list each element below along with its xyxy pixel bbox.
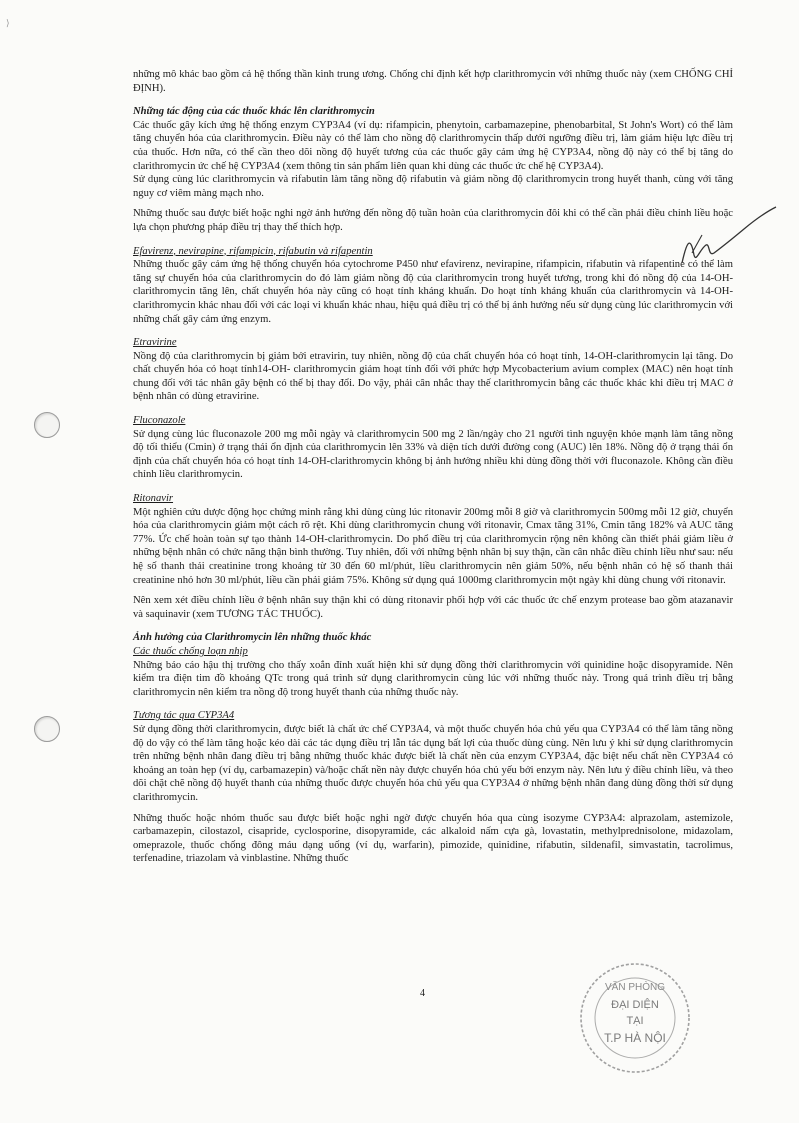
stamp-line: TẠI	[626, 1015, 644, 1027]
paragraph: Một nghiên cứu dược động học chứng minh rằng khi dùng cùng lúc ritonavir 200mg mỗi 8 giờ và clarithromycin 500mg mỗi 12 giờ, chuyển hóa của clarithromycin giảm một cách rõ rệt. Khi dùng clarithromycin chung với ritonavir, Cmax tăng 31%, Cmin tăng 182% và AUC tăng 77%. Ức chế hoàn toàn sự tạo thành 14-OH-clarithromycin. Do phổ điều trị của clarithromycin rộng nên không cần thiết phải giảm liều ở những bệnh nhân có chức năng thận bình thường. Tuy nhiên, đối với những bệnh nhân bị suy thận, cần cân nhắc điều chỉnh liều như sau: nếu hệ số thanh thải creatinine trong khoảng từ 30 đến 60 ml/phút, liều clarithromycin nên giảm 50%, nếu bệnh nhân có hệ số thanh thải creatinine nhỏ hơn 30 ml/phút, liều cần phải giảm 75%. Không sử dụng quá 1000mg clarithromycin một ngày khi dùng chung với ritonavir.	[133, 506, 733, 586]
paragraph: Sử dụng đồng thời clarithromycin, được biết là chất ức chế CYP3A4, và một thuốc chuyển hóa chủ yếu qua CYP3A4 có thể làm tăng nồng độ do vậy có thể làm tăng hoặc kéo dài các tác dụng điều trị lẫn tác dụng bất lợi của thuốc dùng cùng. Nên lưu ý khi sử dụng clarithromycin trên những bệnh nhân đang điều trị bằng những thuốc khác được biết là chất nền của enzym CYP3A4, đặc biệt nếu chất nền CYP3A4 có khoảng an toàn hẹp (ví dụ, carbamazepin) và/hoặc chất nền này được chuyển hóa chủ yếu bởi enzym này. Nên lưu ý điều chỉnh liều, và theo dõi chặt chẽ nồng độ huyết thanh của những thuốc được chuyển hóa chủ yếu qua CYP3A4 ở những bệnh nhân đang dùng đồng thời sử dụng clarithromycin.	[133, 723, 733, 803]
paragraph: Sử dụng cùng lúc clarithromycin và rifabutin làm tăng nồng độ rifabutin và giảm nồng độ clarithromycin trong huyết thanh, cùng với tăng nguy cơ viêm màng mạch nho.	[133, 174, 733, 199]
document-body	[133, 68, 733, 866]
paragraph: Những báo cáo hậu thị trường cho thấy xoắn đỉnh xuất hiện khi sử dụng đồng thời clarithromycin với quinidine hoặc disopyramide. Nên kiểm tra điện tim đồ khoảng QTc trong quá trình sử dụng clarithromycin cùng lúc với những thuốc này. Trong quá trình điều trị bằng clarithromycin nên kiểm tra nồng độ trong huyết thanh của những thuốc này.	[133, 659, 733, 698]
section-heading: Ảnh hưởng của Clarithromycin lên những thuốc khác	[133, 632, 372, 644]
section-heading: Etravirine	[133, 337, 177, 349]
paragraph: Những thuốc hoặc nhóm thuốc sau được biết hoặc nghi ngờ được chuyển hóa qua cùng isozyme CYP3A4: alprazolam, astemizole, carbamazepin, cilostazol, cisapride, cyclosporine, disopyramide, các alkaloid nấm cựa gà, lovastatin, methylprednisolone, midazolam, omeprazole, thuốc chống đông máu dạng uống (ví dụ, warfarin), pimozide, quinidine, rifabutin, sildenafil, simvastatin, tacrolimus, terfenadine, triazolam và vinblastine. Những thuốc	[133, 812, 733, 865]
section-heading: Ritonavir	[133, 493, 174, 505]
paragraph: Nên xem xét điều chỉnh liều ở bệnh nhân suy thận khi có dùng ritonavir phối hợp với các thuốc ức chế enzym protease bao gồm atazanavir và saquinavir (xem TƯƠNG TÁC THUỐC).	[133, 595, 733, 620]
paragraph: những mô khác bao gồm cả hệ thống thần kinh trung ương. Chống chỉ định kết hợp clarithromycin với những thuốc này (xem CHỐNG CHỈ ĐỊNH).	[133, 69, 733, 94]
page-number: 4	[420, 988, 425, 999]
paragraph: Những thuốc sau được biết hoặc nghi ngờ ảnh hưởng đến nồng độ tuần hoàn của clarithromycin đôi khi có thể cần phải điều chỉnh liều hoặc lựa chọn phương pháp điều trị thay thế thích hợp.	[133, 208, 733, 233]
section-heading: Fluconazole	[133, 415, 186, 427]
stamp-line: ĐẠI DIỆN	[611, 999, 659, 1011]
section-heading: Những tác động của các thuốc khác lên clarithromycin	[133, 106, 375, 118]
binder-hole-top	[34, 412, 60, 438]
paragraph: Nồng độ của clarithromycin bị giảm bởi etravirin, tuy nhiên, nồng độ của chất chuyển hóa có hoạt tính, 14-OH-clarithromycin lại tăng. Do chất chuyển hóa có hoạt tính14-OH- clarithromycin giảm hoạt tính đối với phức hợp Mycobacterium avium complex (MAC) nên hoạt tính chung đối với tác nhân gây bệnh có thể bị thay đổi. Do vậy, phải cân nhắc thay thế clarithromycin bằng các thuốc khác khi điều trị MAC ở bệnh nhân có dùng etravirine.	[133, 350, 733, 403]
stamp-line: T.P HÀ NỘI	[604, 1031, 666, 1045]
subsection-heading: Các thuốc chống loạn nhịp	[133, 645, 248, 657]
paragraph: Sử dụng cùng lúc fluconazole 200 mg mỗi ngày và clarithromycin 500 mg 2 lần/ngày cho 21 người tình nguyện khỏe mạnh làm tăng nồng độ tối thiểu (Cmin) ở trạng thái ổn định của clarithromycin lên 33% và diện tích dưới đường cong (AUC) lên 18%. Nồng độ ở trạng thái ổn định của chất chuyển hóa có hoạt tính 14-OH-clarithromycin không bị ảnh hưởng nhiều khi dùng đồng thời với fluconazole. Không cần điều chỉnh liều clarithromycin.	[133, 428, 733, 481]
office-stamp	[575, 958, 695, 1078]
section-heading: Efavirenz, nevirapine, rifampicin, rifabutin và rifapentin	[133, 245, 373, 257]
paragraph: Các thuốc gây kích ứng hệ thống enzym CYP3A4 (ví dụ: rifampicin, phenytoin, carbamazepine, phenobarbital, St John's Wort) có thể làm tăng chuyển hóa của clarithromycin. Điều này có thể làm cho nồng độ clarithromycin thấp dưới ngưỡng điều trị, làm giảm hiệu lực điều trị của thuốc. Hơn nữa, có thể cần theo dõi nồng độ huyết tương của các thuốc gây cảm ứng hệ CYP3A4, nồng độ này có thể bị tăng do clarithromycin ức chế hệ CYP3A4 (xem thông tin sản phẩm liên quan khi dùng các thuốc ức chế hệ CYP3A4).	[133, 119, 733, 172]
paragraph: Những thuốc gây cảm ứng hệ thống chuyển hóa cytochrome P450 như efavirenz, nevirapine, rifampicin, rifabutin và rifapentine có thể làm tăng sự chuyển hóa của clarithromycin do đó làm giảm nồng độ của clarithromycin trong huyết tương, trong khi đó nồng độ của 14-OH-clarithromycin tăng lên, chất chuyển hóa này cũng có hoạt tính kháng khuẩn. Do hoạt tính kháng khuẩn của clarithromycin và 14-OH-clarithromycin khác nhau đối với các loại vi khuẩn khác nhau, hiệu quả điều trị có thể bị ảnh hưởng nếu sử dụng cùng lúc clarithromycin với những chất gây cảm ứng enzym.	[133, 259, 733, 325]
binder-hole-bottom	[34, 716, 60, 742]
stamp-line: VĂN PHÒNG	[604, 982, 666, 993]
corner-mark: ⟩	[6, 18, 10, 28]
section-heading: Tương tác qua CYP3A4	[133, 710, 235, 722]
signature-icon	[672, 205, 782, 275]
